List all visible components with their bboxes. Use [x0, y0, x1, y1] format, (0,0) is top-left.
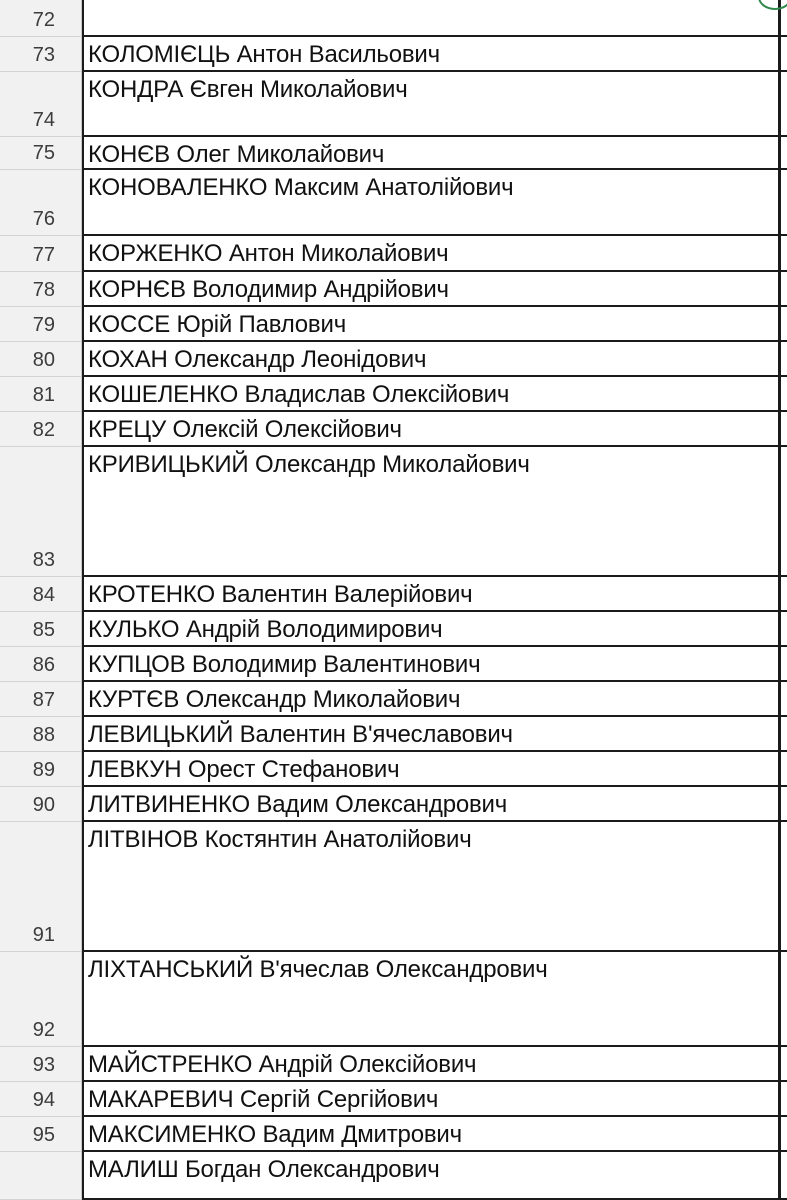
name-cell[interactable] — [82, 272, 787, 307]
cell-text: ЛІТВІНОВ Костянтин Анатолійович — [88, 826, 472, 853]
cell-text: КОШЕЛЕНКО Владислав Олексійович — [88, 381, 510, 408]
row-number: 76 — [32, 208, 55, 230]
row-number: 82 — [32, 419, 55, 441]
table-row[interactable] — [0, 682, 787, 717]
cell-text: КУЛЬКО Андрій Володимирович — [88, 616, 443, 643]
row-number: 75 — [32, 142, 55, 164]
table-row[interactable] — [0, 952, 787, 1047]
row-number: 74 — [32, 109, 55, 131]
row-header[interactable] — [0, 822, 82, 952]
name-cell[interactable] — [82, 447, 787, 577]
table-row[interactable] — [0, 647, 787, 682]
cell-text: КОССЕ Юрій Павлович — [88, 311, 346, 338]
row-number: 91 — [32, 924, 55, 946]
cell-text: КРИВИЦЬКИЙ Олександр Миколайович — [88, 451, 530, 478]
table-row[interactable] — [0, 342, 787, 377]
table-row[interactable] — [0, 447, 787, 577]
column-border-line — [778, 0, 781, 1200]
table-row[interactable] — [0, 1047, 787, 1082]
row-number: 85 — [32, 619, 55, 641]
row-header[interactable] — [0, 170, 82, 236]
name-cell[interactable] — [82, 1117, 787, 1152]
cell-text: ЛІХТАНСЬКИЙ В'ячеслав Олександрович — [88, 956, 548, 983]
row-number: 93 — [32, 1054, 55, 1076]
row-number: 88 — [32, 724, 55, 746]
row-header[interactable] — [0, 272, 82, 307]
name-cell[interactable] — [82, 170, 787, 236]
row-header[interactable] — [0, 647, 82, 682]
row-header[interactable] — [0, 787, 82, 822]
table-row[interactable] — [0, 236, 787, 272]
name-cell[interactable] — [82, 236, 787, 272]
row-header[interactable] — [0, 342, 82, 377]
name-cell[interactable] — [82, 682, 787, 717]
row-number: 77 — [32, 244, 55, 266]
row-number: 79 — [32, 314, 55, 336]
name-cell[interactable] — [82, 412, 787, 447]
cell-text: КОНЄВ Олег Миколайович — [88, 141, 385, 168]
row-header[interactable] — [0, 612, 82, 647]
name-cell[interactable] — [82, 1047, 787, 1082]
cell-text: МАЙСТРЕНКО Андрій Олексійович — [88, 1051, 477, 1078]
row-number: 78 — [32, 279, 55, 301]
cell-text: МАКАРЕВИЧ Сергій Сергійович — [88, 1086, 439, 1113]
row-header[interactable] — [0, 412, 82, 447]
row-number: 90 — [32, 794, 55, 816]
name-cell[interactable] — [82, 37, 787, 72]
cell-text: КОХАН Олександр Леонідович — [88, 346, 427, 373]
row-header[interactable] — [0, 752, 82, 787]
name-cell[interactable] — [82, 377, 787, 412]
name-cell[interactable] — [82, 717, 787, 752]
row-number: 83 — [32, 549, 55, 571]
name-cell[interactable] — [82, 72, 787, 137]
row-header[interactable] — [0, 447, 82, 577]
name-cell[interactable] — [82, 952, 787, 1047]
row-header[interactable] — [0, 682, 82, 717]
row-header[interactable] — [0, 37, 82, 72]
name-cell[interactable] — [82, 787, 787, 822]
name-cell[interactable] — [82, 612, 787, 647]
cell-text: КУПЦОВ Володимир Валентинович — [88, 651, 481, 678]
table-row[interactable] — [0, 1117, 787, 1152]
name-cell[interactable] — [82, 1082, 787, 1117]
row-header[interactable] — [0, 717, 82, 752]
row-header[interactable] — [0, 377, 82, 412]
table-row[interactable] — [0, 307, 787, 342]
cell-text: ЛЕВКУН Орест Стефанович — [88, 756, 400, 783]
row-header[interactable] — [0, 307, 82, 342]
row-number: 81 — [32, 384, 55, 406]
row-number: 80 — [32, 349, 55, 371]
row-header[interactable] — [0, 1152, 82, 1200]
row-number: 95 — [32, 1124, 55, 1146]
row-number: 94 — [32, 1089, 55, 1111]
table-row[interactable] — [0, 0, 787, 37]
table-row[interactable] — [0, 72, 787, 137]
row-number: 84 — [32, 584, 55, 606]
row-header[interactable] — [0, 72, 82, 137]
cell-text: КОНДРА Євген Миколайович — [88, 76, 408, 103]
row-number: 89 — [32, 759, 55, 781]
row-header[interactable] — [0, 1082, 82, 1117]
cell-text: КОНОВАЛЕНКО Максим Анатолійович — [88, 174, 514, 201]
name-cell[interactable] — [82, 577, 787, 612]
name-cell[interactable] — [82, 0, 787, 37]
name-cell[interactable] — [82, 137, 787, 170]
row-number: 73 — [32, 44, 55, 66]
row-number: 87 — [32, 689, 55, 711]
row-header[interactable] — [0, 952, 82, 1047]
table-row[interactable] — [0, 37, 787, 72]
cell-text: КОРЖЕНКО Антон Миколайович — [88, 240, 449, 267]
table-row[interactable] — [0, 170, 787, 236]
row-header[interactable] — [0, 577, 82, 612]
row-header[interactable] — [0, 236, 82, 272]
cell-text: КОРНЄВ Володимир Андрійович — [88, 276, 449, 303]
name-cell[interactable] — [82, 307, 787, 342]
cell-text: КРОТЕНКО Валентин Валерійович — [88, 581, 473, 608]
cell-text: МАКСИМЕНКО Вадим Дмитрович — [88, 1121, 462, 1148]
table-row[interactable] — [0, 822, 787, 952]
table-row[interactable] — [0, 577, 787, 612]
table-row[interactable] — [0, 1152, 787, 1200]
name-cell[interactable] — [82, 752, 787, 787]
name-cell[interactable] — [82, 1152, 787, 1200]
name-cell[interactable] — [82, 647, 787, 682]
cell-text: ЛИТВИНЕНКО Вадим Олександрович — [88, 791, 508, 818]
table-row[interactable] — [0, 1082, 787, 1117]
cell-text: КОЛОМІЄЦЬ Антон Васильович — [88, 41, 440, 68]
cell-text: МАЛИШ Богдан Олександрович — [88, 1156, 440, 1183]
row-header[interactable] — [0, 0, 82, 37]
table-row[interactable] — [0, 752, 787, 787]
row-header[interactable] — [0, 137, 82, 170]
cell-text: КРЕЦУ Олексій Олексійович — [88, 416, 402, 443]
row-number: 72 — [32, 9, 55, 31]
name-cell[interactable] — [82, 822, 787, 952]
table-row[interactable] — [0, 787, 787, 822]
row-header[interactable] — [0, 1117, 82, 1152]
name-cell[interactable] — [82, 342, 787, 377]
table-row[interactable] — [0, 272, 787, 307]
table-row[interactable] — [0, 377, 787, 412]
table-row[interactable] — [0, 717, 787, 752]
table-row[interactable] — [0, 412, 787, 447]
cell-text: ЛЕВИЦЬКИЙ Валентин В'ячеславович — [88, 721, 513, 748]
cell-text: КУРТЄВ Олександр Миколайович — [88, 686, 461, 713]
table-row[interactable] — [0, 137, 787, 170]
row-header[interactable] — [0, 1047, 82, 1082]
table-row[interactable] — [0, 612, 787, 647]
row-number: 92 — [32, 1019, 55, 1041]
row-number: 86 — [32, 654, 55, 676]
